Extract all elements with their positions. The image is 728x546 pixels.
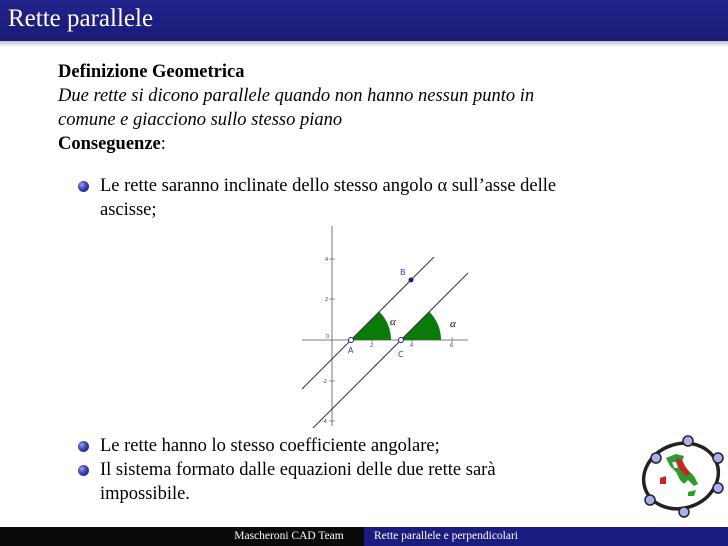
y-tick-label: -2 <box>322 379 327 385</box>
geogebra-logo-icon <box>636 432 726 520</box>
consequences-label: Conseguenze <box>58 134 161 154</box>
definition-heading: Definizione Geometrica <box>58 62 245 82</box>
slide-title: Rette parallele <box>8 5 154 32</box>
line-c <box>312 273 468 428</box>
definition-line-2: comune e giacciono sullo stesso piano <box>58 110 343 130</box>
definition-line-1: Due rette si dicono parallele quando non hanno nessun punto in <box>58 86 535 106</box>
point-b <box>409 278 414 283</box>
bullet-1-line-1: Le rette saranno inclinate dello stesso angolo α sull’asse delle <box>100 176 557 196</box>
point-c <box>399 338 404 343</box>
title-shadow <box>0 41 728 47</box>
footer-topic: Rette parallele e perpendicolari <box>374 530 518 542</box>
label-c: C <box>398 350 404 359</box>
y-tick-label: -4 <box>322 419 327 425</box>
angle-label-2: α <box>450 318 456 330</box>
bullet-list-bottom <box>58 434 618 506</box>
bullet-3-line-1: Il sistema formato dalle equazioni delle due rette sarà <box>100 460 496 480</box>
x-tick-label: 6 <box>450 343 454 349</box>
line-ab <box>302 257 434 389</box>
title-bar <box>0 0 728 41</box>
point-a <box>349 338 354 343</box>
bullet-icon <box>78 181 89 192</box>
consequences-colon: : <box>160 134 166 154</box>
list-item <box>58 458 618 506</box>
bullet-icon <box>78 465 89 476</box>
bullet-2-text: Le rette hanno lo stesso coefficiente angolare; <box>100 436 440 456</box>
footer-author: Mascheroni CAD Team <box>234 530 344 542</box>
y-tick-label: 0 <box>326 334 330 340</box>
consequences-row <box>58 132 678 156</box>
list-item <box>58 434 618 458</box>
bullet-1-line-2: ascisse; <box>100 200 157 220</box>
bullet-3-line-2: impossibile. <box>100 484 190 504</box>
definition-block <box>58 60 678 156</box>
angle-wedge-2 <box>401 312 441 340</box>
bullet-icon <box>78 441 89 452</box>
y-tick-label: 2 <box>325 297 329 303</box>
y-tick-label: 4 <box>325 257 329 263</box>
x-tick-label: 4 <box>410 343 414 349</box>
bullet-list-top <box>58 174 678 222</box>
label-a: A <box>348 346 354 355</box>
angle-wedge-1 <box>351 312 391 340</box>
parallel-lines-graph <box>300 218 470 428</box>
footer-left <box>0 527 364 546</box>
label-b: B <box>400 268 406 277</box>
footer-right <box>364 527 728 546</box>
x-tick-label: 2 <box>370 343 374 349</box>
list-item <box>58 174 678 222</box>
angle-label-1: α <box>390 316 396 328</box>
